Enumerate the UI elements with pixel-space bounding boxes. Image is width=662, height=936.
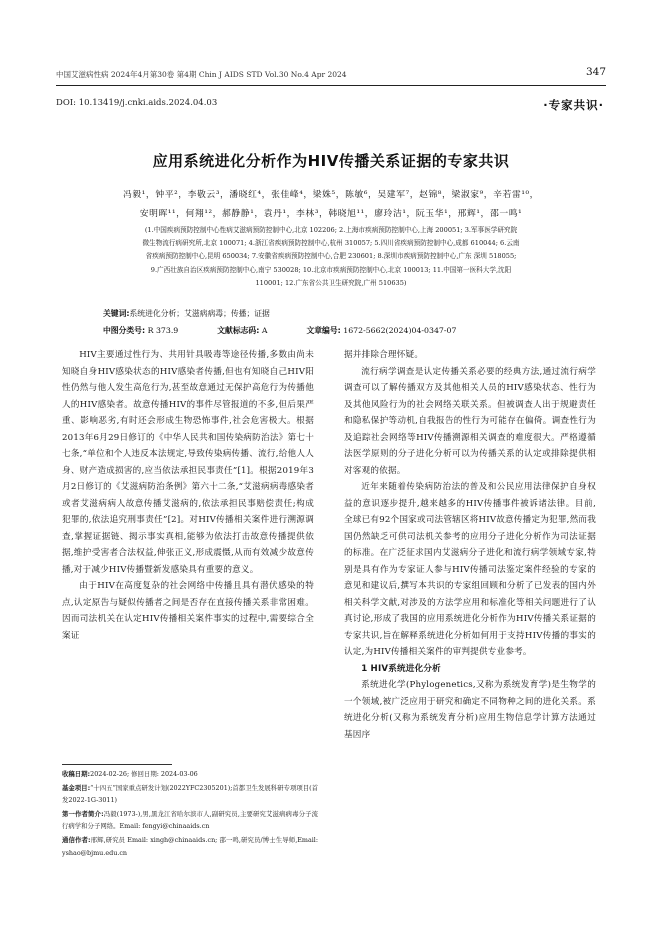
footnote-label: 第一作者简介:: [62, 809, 104, 818]
classification-row: [103, 323, 573, 340]
body-paragraph: 流行病学调查是认定传播关系必要的经典方法,通过流行病学调查可以了解传播双方及其他相关人员的HIV感染状态、性行为及其他风险行为的社会网络关联关系。但被调查人出于规避责任和隐私保护等动机,自我报告的性行为可能存在偏倚。调查性行为及追踪社会网络等HIV传播溯源相关调查的难度很大。严格遵循法医学原则的分子进化分析可以为传播关系的认定或排除提供相对客观的依据。: [344, 366, 596, 476]
column-tag: ·专家共识·: [543, 98, 604, 112]
body-column-right: [344, 347, 596, 743]
doc-code-value: A: [261, 325, 268, 335]
article-number-value: 1672-5662(2024)04-0347-07: [343, 325, 457, 335]
affiliation-line: (1.中国疾病预防控制中心性病艾滋病预防控制中心,北京 102206; 2.上海市疾病预防控制中心,上海 200051; 3.军事医学研究院: [144, 226, 518, 234]
keywords-text: 系统进化分析；艾滋病病毒；传播；证据: [129, 309, 270, 318]
footnotes: [62, 768, 318, 860]
clc-value: R 373.9: [147, 325, 179, 335]
footnote-received: [62, 768, 318, 781]
footnote-funding: [62, 782, 318, 807]
author-list: [60, 186, 602, 223]
body-paragraph: HIV主要通过性行为、共用针具吸毒等途径传播,多数由尚未知晓自身HIV感染状态的HIV感染者传播,但也有知晓自己HIV阳性仍然与他人发生高危行为,甚至故意通过无保护高危行为传播他人的HIV感染者。故意传播HIV的事件尽管报道的不多,但后果严重、影响恶劣,有时还会形成生物恐怖事件,社会危害极大。根据2013年6月29日修订的《中华人民共和国传染病防治法》第七十七条,“单位和个人违反本法规定,导致传染病传播、流行,给他人人身、财产造成损害的,应当依法承担民事责任”[1]。根据2019年3月2日修订的《艾滋病防治条例》第六十二条,“艾滋病病毒感染者或者艾滋病病人故意传播艾滋病的,依法承担民事赔偿责任;构成犯罪的,依法追究刑事责任”[2]。对HIV传播相关案件进行溯源调查,掌握证据链、揭示事实真相,能够为依法打击故意传播提供依据,维护受害者合法权益,伸张正义,形成震慑,从而有效减少故意传播,对于减少HIV传播暨新发感染具有重要的意义。: [62, 350, 314, 575]
keywords-label: 关键词:: [103, 309, 130, 318]
body-column-left: [62, 347, 314, 644]
affiliation-line: 9.广西壮族自治区疾病预防控制中心,南宁 530028; 10.北京市疾病预防控制中心,北京 100013; 11.中国第一医科大学,沈阳: [150, 265, 512, 274]
footnote-label: 基金项目:: [62, 783, 91, 792]
footnote-corresponding: [62, 834, 318, 859]
author-line: 冯毅¹，钟平²，李敬云³，潘晓红⁴，张佳峰⁴，梁姝⁵，陈敏⁶，吴建军⁷，赵锦⁸，梁淑家⁹，辛若雷¹⁰，: [123, 190, 539, 200]
footnote-rule: [62, 764, 172, 765]
affiliation-line: 微生物流行病研究所,北京 100071; 4.浙江省疾病预防控制中心,杭州 310057; 5.四川省疾病预防控制中心,成都 610044; 6.云南: [142, 239, 520, 248]
body-paragraph: 据并排除合理怀疑。: [344, 350, 424, 360]
article-title: 应用系统进化分析作为HIV传播关系证据的专家共识: [152, 152, 510, 170]
affiliation-line: 省疾病预防控制中心,昆明 650034; 7.安徽省疾病预防控制中心,合肥 230601; 8.深圳市疾病预防控制中心,广东 深圳 518055;: [145, 252, 517, 261]
running-head: [56, 66, 606, 80]
clc-label: 中图分类号:: [103, 325, 146, 335]
footnote-label: 通信作者:: [62, 835, 91, 844]
header-rule: [56, 85, 606, 86]
body-paragraph: 由于HIV在高度复杂的社会网络中传播且具有潜伏感染的特点,认定原告与疑似传播者之间是否存在直接传播关系非常困难。因而司法机关在认定HIV传播相关案件事实的过程中,需要综合全案证: [62, 581, 314, 641]
affiliation-line: 110001; 12.广东省公共卫生研究院,广州 510635): [255, 278, 407, 287]
running-head-journal-info: 中国艾滋病性病 2024年4月第30卷 第4期 Chin J AIDS STD Vol.30 No.4 Apr 2024: [56, 70, 347, 79]
doi: DOI: 10.13419/j.cnki.aids.2024.04.03: [56, 98, 218, 108]
body-paragraph: 系统进化学(Phylogenetics,又称为系统发育学)是生物学的一个领域,被广泛应用于研究和确定不同物种之间的进化关系。系统进化分析(又称为系统发育分析)应用生物信息学计算方法通过基因序: [344, 680, 596, 740]
article-number-label: 文章编号:: [306, 325, 341, 335]
doc-code-label: 文献标志码:: [217, 325, 260, 335]
page-number: 347: [585, 66, 606, 78]
section-heading: 1 HIV系统进化分析: [361, 663, 441, 674]
keyword-block: [103, 306, 573, 340]
keywords-row: [103, 306, 573, 323]
author-line: 安明晖¹¹，何翔¹²，郝静静¹，袁丹¹，李林³，韩晓旭¹¹，廖玲洁¹，阮玉华¹，邢辉¹，邵一鸣¹: [139, 208, 523, 219]
footnote-text: 邢辉,研究员 Email: xingh@chinaaids.cn; 邵一鸣,研究员/博士生导师,Email: yshao@bjmu.edu.cn: [62, 835, 318, 857]
footnote-text: “十四五”国家重点研发计划(2022YFC2305201);首都卫生发展科研专项项目(首发2022-1G-3011): [62, 783, 319, 805]
footnote-first-author: [62, 808, 318, 833]
footnote-text: 冯毅(1973-),男,黑龙江省哈尔滨市人,副研究员,主要研究艾滋病病毒分子流行病学和分子网络。Email: fengyi@chinaaids.cn: [62, 809, 318, 831]
affiliation-list: [64, 224, 598, 290]
body-paragraph: 近年来随着传染病防治法的普及和公民应用法律保护自身权益的意识逐步提升,越来越多的HIV传播事件被诉诸法律。目前,全球已有92个国家或司法管辖区将HIV故意传播定为犯罪,然而我国仍然缺乏可供司法机关参考的应用分子进化分析作为司法证据的标准。在广泛征求国内艾滋病分子进化和流行病学领域专家,特别是具有作为专家证人参与HIV传播司法鉴定案件经验的专家的意见和建议后,撰写本共识的专家组回顾和分析了已发表的国内外相关科学文献,对涉及的方法学应用和标准化等相关问题进行了认真讨论,形成了我国的应用系统进化分析作为HIV传播关系证据的专家共识,旨在解释系统进化分析如何用于支持HIV传播的事实的认定,为HIV传播相关案件的审判提供专业参考。: [344, 482, 596, 657]
footnote-text: 2024-02-26; 修回日期: 2024-03-06: [90, 770, 198, 778]
footnote-label: 收稿日期:: [62, 770, 91, 778]
